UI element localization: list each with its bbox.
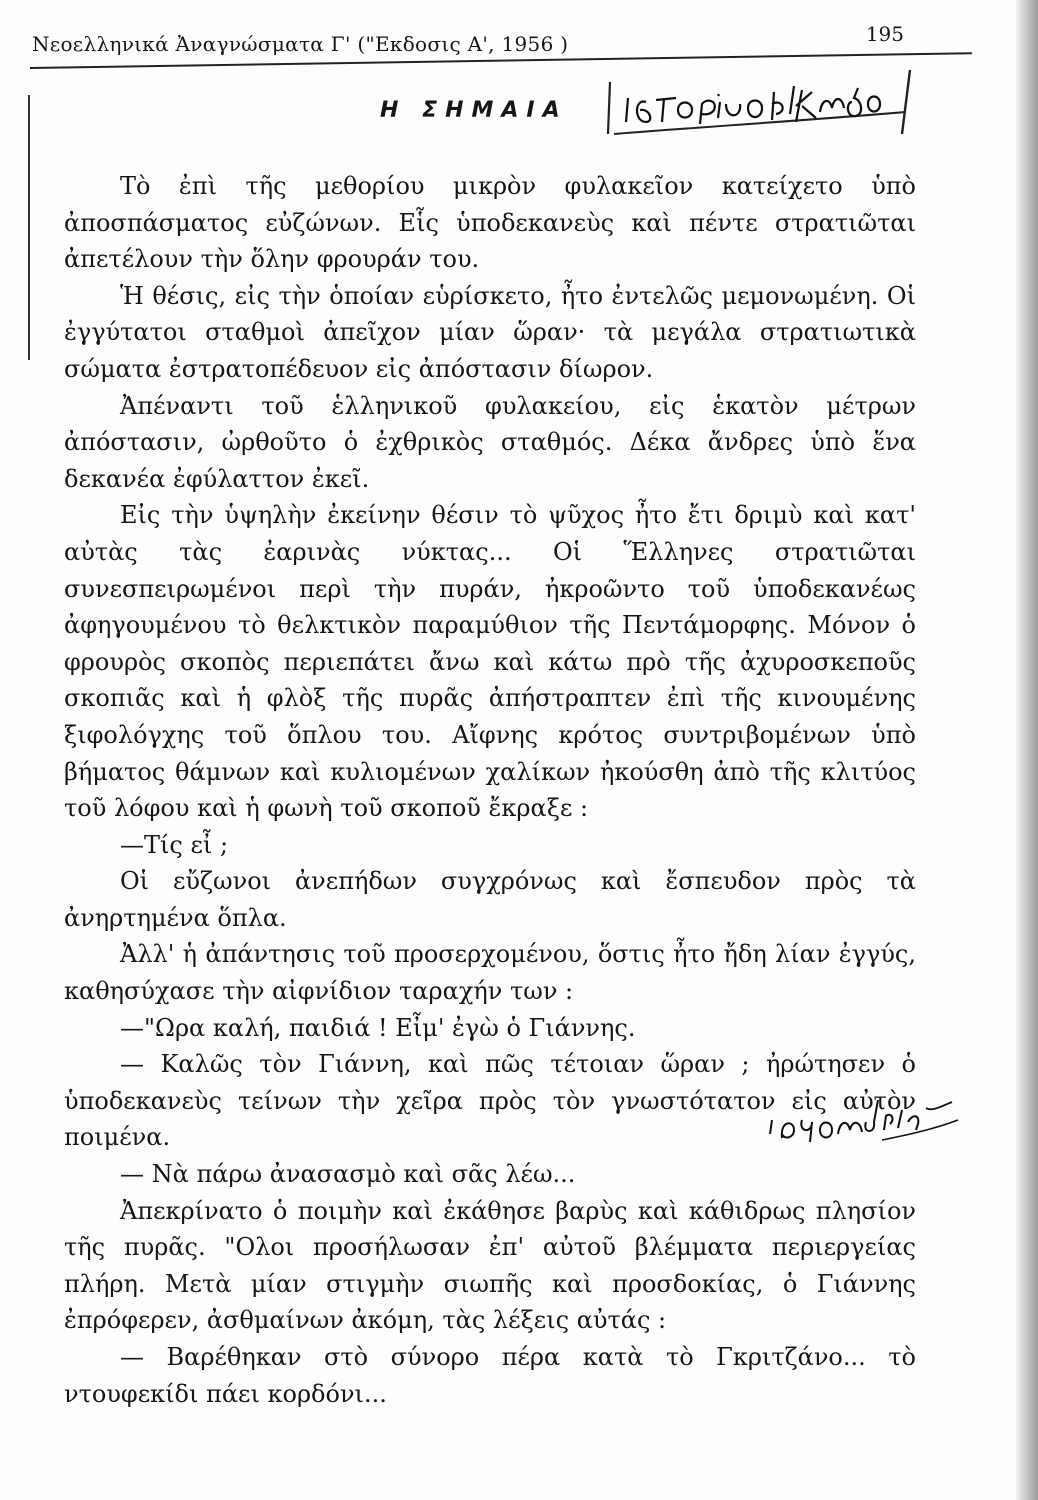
paragraph: Ἀλλ' ἡ ἀπάντησις τοῦ προσερχομένου, ὅστις ἦτο ἤδη λίαν ἐγγύς, καθησύχασε τὴν αἰφνίδιον ταραχήν των : — [64, 940, 916, 1006]
dialogue-line: —"Ωρα καλή, παιδιά ! Εἶμ' ἐγὼ ὁ Γιάννης. — [120, 1013, 636, 1042]
dialogue-line: — Βαρέθηκαν στὸ σύνορο πέρα κατὰ τὸ Γκριτζάνο... τὸ ντουφεκίδι πάει κορδόνι... — [64, 1343, 916, 1408]
marginal-handwritten-note — [762, 1090, 962, 1150]
dialogue-line: —Τίς εἶ ; — [120, 830, 229, 859]
running-title: Νεοελληνικά Ἀναγνώσματα Γ' ("Εκδοσις Α', 1956 ) — [32, 32, 569, 56]
story-body — [64, 168, 916, 1412]
page-number: 195 — [865, 22, 904, 46]
paragraph: Ἀπέναντι τοῦ ἑλληνικοῦ φυλακείου, εἰς ἑκατὸν μέτρων ἀπόστασιν, ὠρθοῦτο ὁ ἐχθρικὸς σταθμός. Δέκα ἄνδρες ὑπὸ ἕνα δεκανέα ἐφύλαττον ἐκεῖ. — [64, 391, 916, 493]
page-edge-shadow — [1016, 0, 1038, 1500]
handwritten-annotation — [606, 68, 918, 142]
dialogue-line: — Νὰ πάρω ἀνασασμὸ καὶ σᾶς λέω... — [120, 1160, 576, 1189]
dialogue-line: — Καλῶς τὸν Γιάννη, καὶ πῶς τέτοιαν ὥραν ; ἠρώτησεν ὁ ὑποδεκανεὺς τείνων τὴν χεῖρα πρὸς τὸν γνωστότατον εἰς αὐτὸν ποιμένα. — [64, 1050, 916, 1152]
paragraph: Οἱ εὔζωνοι ἀνεπήδων συγχρόνως καὶ ἔσπευδον πρὸς τὰ ἀνηρτημένα ὅπλα. — [64, 867, 916, 932]
story-title: Η ΣΗΜΑΙΑ — [380, 98, 568, 123]
marginal-handwritten-drawing — [762, 1090, 962, 1150]
margin-pencil-line — [28, 95, 30, 360]
handwritten-annotation-drawing — [606, 68, 918, 142]
paragraph: Ἡ θέσις, εἰς τὴν ὁποίαν εὑρίσκετο, ἦτο ἐντελῶς μεμονωμένη. Οἱ ἐγγύτατοι σταθμοὶ ἀπεῖχον μίαν ὥραν· τὰ μεγάλα στρατιωτικὰ σώματα ἐστρατοπέδευον εἰς ἀπόστασιν δίωρον. — [64, 281, 916, 383]
paragraph: Τὸ ἐπὶ τῆς μεθορίου μικρὸν φυλακεῖον κατείχετο ὑπὸ ἀποσπάσματος εὐζώνων. Εἷς ὑποδεκανεὺς καὶ πέντε στρατιῶται ἀπετέλουν τὴν ὅλην φρουράν του. — [64, 172, 916, 274]
paragraph: Ἀπεκρίνατο ὁ ποιμὴν καὶ ἐκάθησε βαρὺς καὶ κάθιδρως πλησίον τῆς πυρᾶς. "Ολοι προσήλωσαν ἐπ' αὐτοῦ βλέμματα περιεργείας πλήρη. Μετὰ μίαν στιγμὴν σιωπῆς καὶ προσδοκίας, ὁ Γιάννης ἐπρόφερεν, ἀσθμαίνων ἀκόμη, τὰς λέξεις αὐτάς : — [64, 1196, 916, 1335]
paragraph: Εἰς τὴν ὑψηλὴν ἐκείνην θέσιν τὸ ψῦχος ἦτο ἔτι δριμὺ καὶ κατ' αὐτὰς τὰς ἐαρινὰς νύκτας... Οἱ Ἕλληνες στρατιῶται συνεσπειρωμένοι περὶ τὴν πυράν, ἠκροῶντο τοῦ ὑποδεκανέως ἀφηγουμένου τὸ θελκτικὸν παραμύθιον τῆς Πεντάμορφης. Μόνον ὁ φρουρὸς σκοπὸς περιεπάτει ἄνω καὶ κάτω πρὸ τῆς ἀχυροσκεποῦς σκοπιᾶς καὶ ἡ φλὸξ τῆς πυρᾶς ἀπήστραπτεν ἐπὶ τῆς κινουμένης ξιφολόγχης τοῦ ὅπλου του. Αἴφνης κρότος συντριβομένων ὑπὸ βήματος θάμνων καὶ κυλιομένων χαλίκων ἠκούσθη ἀπὸ τῆς κλιτύος τοῦ λόφου καὶ ἡ φωνὴ τοῦ σκοποῦ ἔκραξε : — [64, 501, 916, 823]
